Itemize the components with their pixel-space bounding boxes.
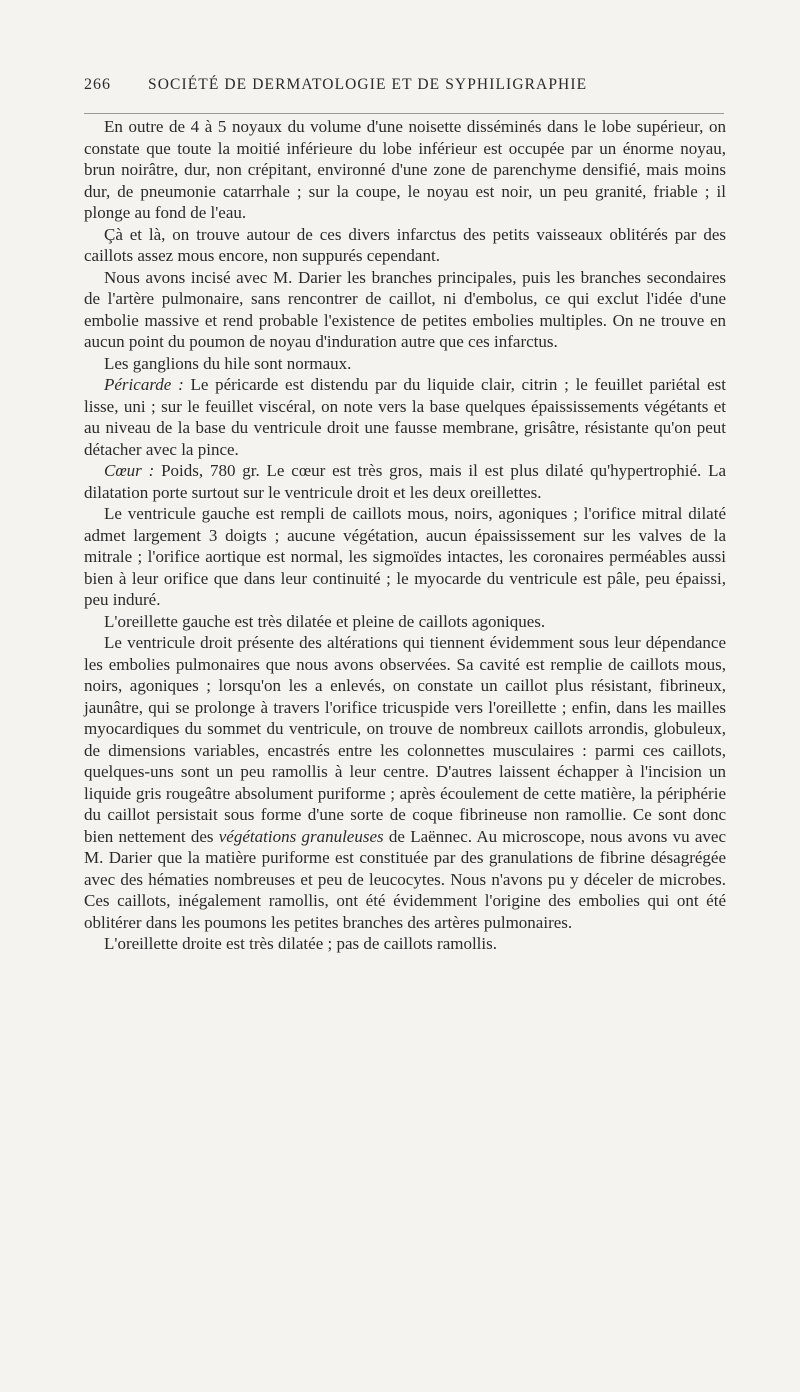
page-number: 266: [84, 76, 111, 93]
paragraph: L'oreillette gauche est très dilatée et pleine de caillots agoniques.: [104, 611, 546, 631]
section-label: Péricarde :: [104, 375, 184, 394]
body-text: [84, 116, 726, 955]
paragraph: Le ventricule gauche est rempli de caillots mous, noirs, agoniques ; l'orifice mitral dilaté admet largement 3 doigts ; aucune végétation, aucun épaississement sur les valves de la mitrale ; l'orifice aortique est normal, les sigmoïdes intactes, les coronaires perméables aussi bien à leur orifice que dans leur continuité ; le myocarde du ventricule est pâle, peu épaissi, peu induré.: [84, 504, 726, 609]
header-rule: [84, 113, 724, 114]
emphasis-term: végétations granuleuses: [218, 826, 384, 846]
paragraph: Çà et là, on trouve autour de ces divers infarctus des petits vaisseaux oblitérés par des caillots assez mous encore, non suppurés cependant.: [84, 224, 726, 265]
paragraph: Les ganglions du hile sont normaux.: [104, 353, 352, 373]
paragraph: L'oreillette droite est très dilatée ; pas de caillots ramollis.: [104, 934, 497, 953]
page-header: [84, 76, 732, 100]
paragraph: En outre de 4 à 5 noyaux du volume d'une noisette disséminés dans le lobe supérieur, on constate que toute la moitié inférieure du lobe inférieur est occupée par un énorme noyau, brun noirâtre, dur, non crépitant, environné d'une zone de parenchyme densifié, mais moins dur, de pneumonie catarrhale ; sur la coupe, le noyau est noir, un peu granité, friable ; il plonge au fond de l'eau.: [84, 117, 726, 222]
running-head: SOCIÉTÉ DE DERMATOLOGIE ET DE SYPHILIGRAPHIE: [148, 76, 588, 93]
paragraph: Nous avons incisé avec M. Darier les branches principales, puis les branches secondaires de l'artère pulmonaire, sans rencontrer de caillot, ni d'embolus, ce qui exclut l'idée d'une embolie massive et rend probable l'existence de petites embolies multiples. On ne trouve en aucun point du poumon de noyau d'induration autre que ces infarctus.: [84, 267, 726, 351]
paragraph-pericarde: Péricarde : Le péricarde est distendu par du liquide clair, citrin ; le feuillet pariétal est lisse, uni ; sur le feuillet viscéral, on note vers la base quelques épaississements végétants et au niveau de la base du ventricule droit une fausse membrane, grisâtre, résistante qu'on peut détacher avec la pince.: [84, 375, 726, 459]
section-label: Cœur :: [104, 461, 155, 480]
paragraph: Le ventricule droit présente des altérations qui tiennent évidemment sous leur dépendance les embolies pulmonaires que nous avons observées. Sa cavité est remplie de caillots mous, noirs, agoniques ; lorsqu'on les a enlevés, on constate un caillot plus résistant, fibrineux, jaunâtre, qui se prolonge à travers l'orifice tricuspide vers l'oreillette ; enfin, dans les mailles myocardiques du sommet du ventricule, on trouve de nombreux caillots arrondis, globuleux, de dimensions variables, encastrés entre les colonnettes musculaires : parmi ces caillots, quelques-uns sont un peu ramollis à leur centre. D'autres laissent échapper à l'incision un liquide gris rougeâtre absolument puriforme ; après écoulement de cette matière, la périphérie du caillot persistait sous forme d'une sorte de coque fibrineuse non ramollie. Ce sont donc bien nettement des végétations granuleuses de Laënnec. Au microscope, nous avons vu avec M. Darier que la matière puriforme est constituée par des granulations de fibrine désagrégée avec des hématies nombreuses et peu de leucocytes. Nous n'avons pu y déceler de microbes. Ces caillots, inégalement ramollis, ont été évidemment l'origine des embolies qui ont été oblitérer dans les poumons les petites branches des artères pulmonaires.: [84, 633, 726, 932]
paragraph-coeur: Cœur : Poids, 780 gr. Le cœur est très gros, mais il est plus dilaté qu'hypertrophié. La dilatation porte surtout sur le ventricule droit et les deux oreillettes.: [84, 461, 726, 502]
